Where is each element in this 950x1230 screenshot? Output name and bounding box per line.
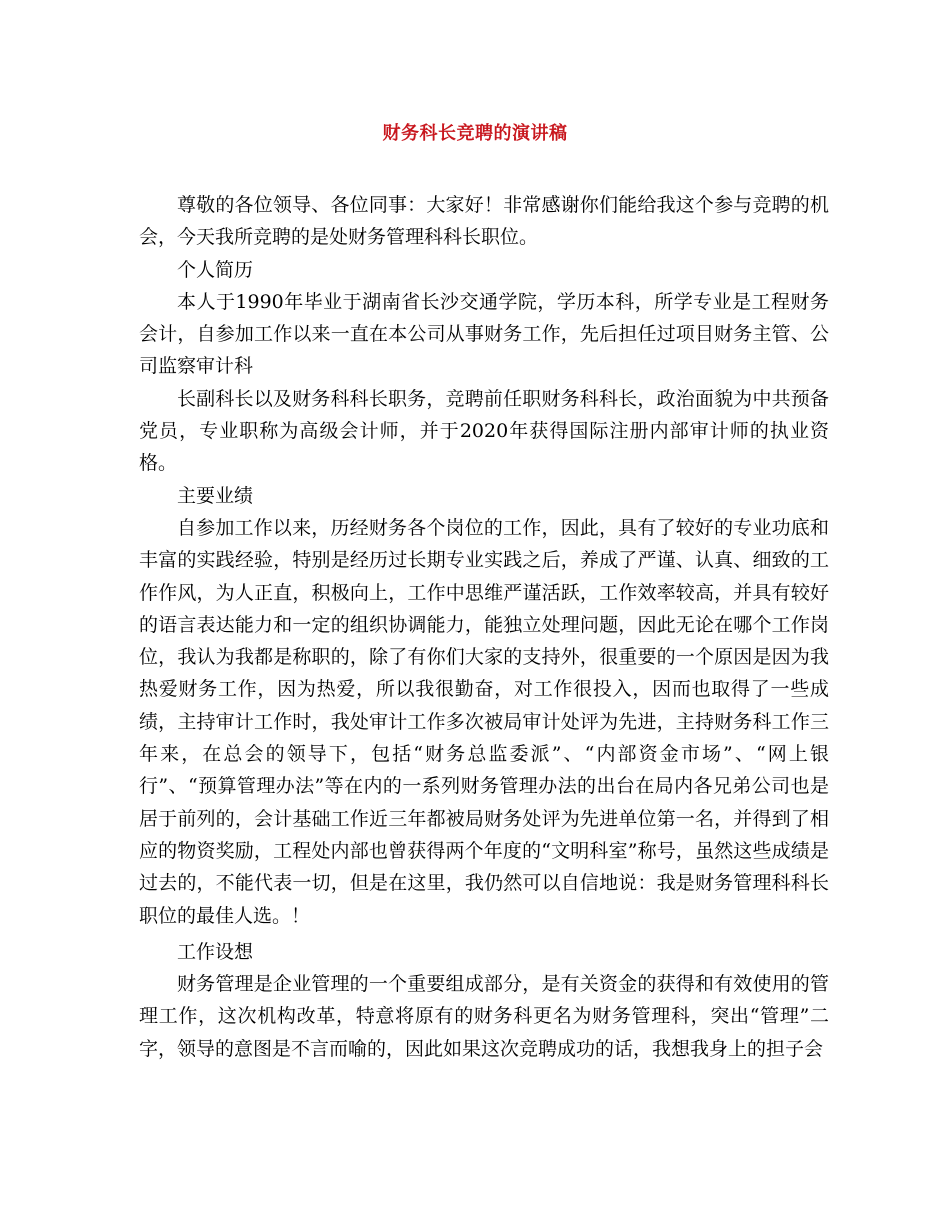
section-heading-work-plan: 工作设想 — [177, 940, 254, 963]
document-title: 财务科长竞聘的演讲稿 — [382, 123, 568, 144]
paragraph-work-plan: 财务管理是企业管理的一个重要组成部分，是有关资金的获得和有效使用的管理工作，这次机构改革，特意将原有的财务科更名为财务管理科，突出“管理”二字，领导的意图是不言而喻的，因此如果这次竞聘成功的话，我想我身上的担子会 — [139, 973, 829, 1060]
document-body — [139, 189, 829, 1065]
paragraph-greeting: 尊敬的各位领导、各位同事：大家好！非常感谢你们能给我这个参与竞聘的机会，今天我所竞聘的是处财务管理科科长职位。 — [139, 194, 829, 249]
paragraph-resume-1: 本人于1990年毕业于湖南省长沙交通学院，学历本科，所学专业是工程财务会计，自参加工作以来一直在本公司从事财务工作，先后担任过项目财务主管、公司监察审计科 — [139, 290, 829, 378]
section-heading-achievements: 主要业绩 — [177, 484, 254, 507]
section-heading-resume: 个人简历 — [177, 258, 254, 281]
paragraph-resume-2: 长副科长以及财务科科长职务，竞聘前任职财务科科长，政治面貌为中共预备党员，专业职称为高级会计师，并于2020年获得国际注册内部审计师的执业资格。 — [139, 387, 829, 475]
paragraph-achievements: 自参加工作以来，历经财务各个岗位的工作，因此，具有了较好的专业功底和丰富的实践经验，特别是经历过长期专业实践之后，养成了严谨、认真、细致的工作作风，为人正直，积极向上，工作中思维严谨活跃，工作效率较高，并具有较好的语言表达能力和一定的组织协调能力，能独立处理问题，因此无论在哪个工作岗位，我认为我都是称职的，除了有你们大家的支持外，很重要的一个原因是因为我热爱财务工作，因为热爱，所以我很勤奋，对工作很投入，因而也取得了一些成绩，主持审计工作时，我处审计工作多次被局审计处评为先进，主持财务科工作三年来，在总会的领导下，包括“财务总监委派”、“内部资金市场”、“网上银行”、“预算管理办法”等在内的一系列财务管理办法的出台在局内各兄弟公司也是居于前列的，会计基础工作近三年都被局财务处评为先进单位第一名，并得到了相应的物资奖励，工程处内部也曾获得两个年度的“文明科室”称号，虽然这些成绩是过去的，不能代表一切，但是在这里，我仍然可以自信地说：我是财务管理科科长职位的最佳人选。！ — [139, 516, 829, 927]
